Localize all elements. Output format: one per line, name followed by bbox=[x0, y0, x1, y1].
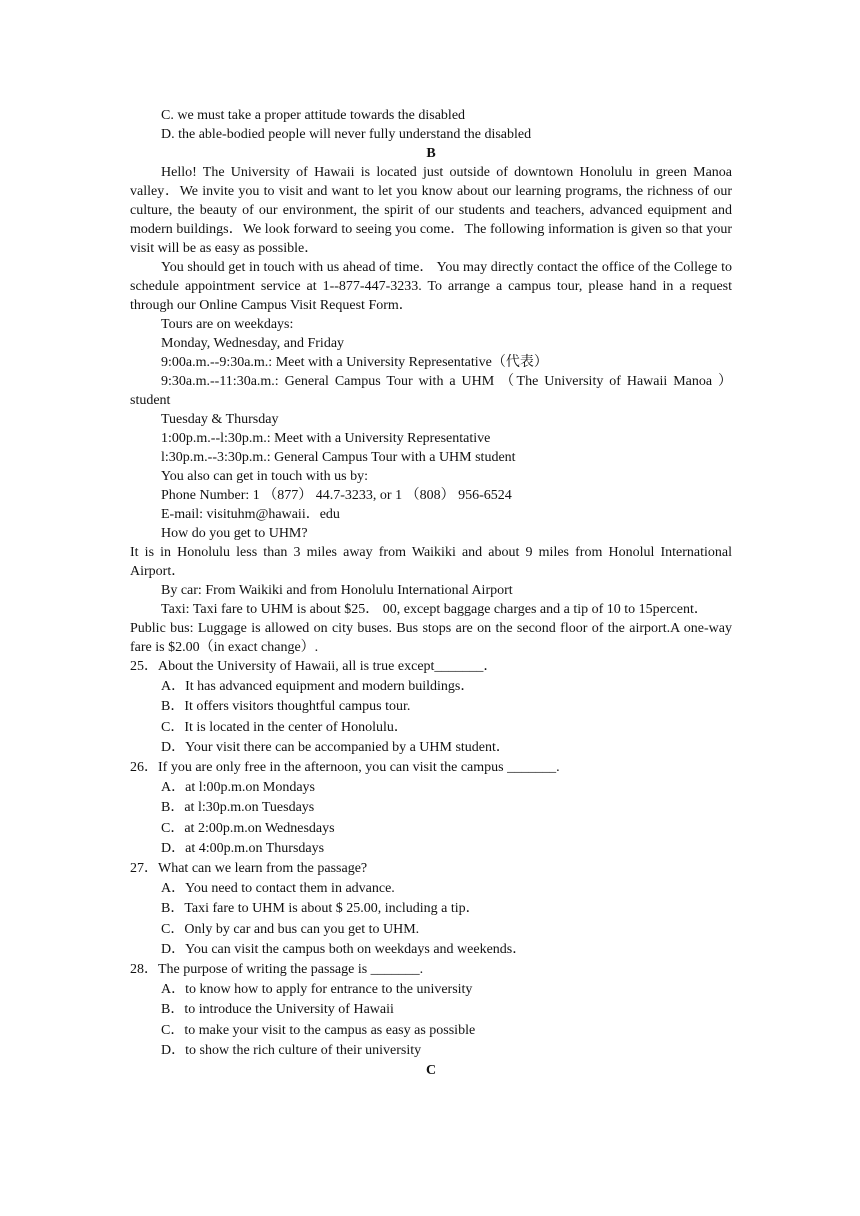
question-stem: 28．The purpose of writing the passage is _______. bbox=[130, 962, 424, 978]
schedule-mwf-label: Monday, Wednesday, and Friday bbox=[161, 336, 345, 351]
question-27 bbox=[130, 859, 732, 960]
directions-by-car: By car: From Waikiki and from Honolulu International Airport bbox=[161, 583, 513, 598]
answer-option: D．to show the rich culture of their university bbox=[161, 1042, 422, 1058]
answer-option: A．at l:00p.m.on Mondays bbox=[161, 780, 315, 796]
question-26 bbox=[130, 758, 732, 859]
schedule-mwf-item-2: 9:30a.m.--11:30a.m.: General Campus Tour with a UHM （The University of Hawaii Manoa ） student bbox=[130, 374, 732, 408]
schedule-tt-item-1: 1:00p.m.--l:30p.m.: Meet with a University Representative bbox=[161, 431, 491, 446]
answer-option: C．Only by car and bus can you get to UHM. bbox=[161, 921, 420, 937]
answer-option: D．You can visit the campus both on weekdays and weekends． bbox=[161, 941, 527, 957]
question-stem: 26．If you are only free in the afternoon, you can visit the campus _______. bbox=[130, 760, 560, 776]
prev-option-c: C. we must take a proper attitude towards the disabled bbox=[161, 108, 466, 123]
answer-option: A．You need to contact them in advance. bbox=[161, 881, 395, 897]
tours-intro: Tours are on weekdays: bbox=[161, 317, 294, 332]
schedule-tt-label: Tuesday & Thursday bbox=[161, 412, 279, 427]
answer-option: D．at 4:00p.m.on Thursdays bbox=[161, 840, 325, 856]
directions-question: How do you get to UHM? bbox=[161, 526, 308, 541]
contact-intro: You also can get in touch with us by: bbox=[161, 469, 369, 484]
question-28 bbox=[130, 960, 732, 1061]
directions-bus: Public bus: Luggage is allowed on city buses. Bus stops are on the second floor of the airport.A one-way fare is $2.00（in exact change）. bbox=[130, 621, 732, 655]
passage-paragraph-2: You should get in touch with us ahead of time． You may directly contact the office of the College to schedule appointment service at 1--877-447-3233. To arrange a campus tour, please hand in a request through our Online Campus Visit Request Form． bbox=[130, 260, 732, 313]
answer-option: B．to introduce the University of Hawaii bbox=[161, 1002, 394, 1018]
answer-option: A．to know how to apply for entrance to the university bbox=[161, 982, 473, 998]
answer-option: D．Your visit there can be accompanied by a UHM student． bbox=[161, 739, 510, 755]
answer-option: B．It offers visitors thoughtful campus tour. bbox=[161, 699, 411, 715]
contact-phone: Phone Number: 1 （877） 44.7-3233, or 1 （808） 956-6524 bbox=[161, 488, 512, 503]
answer-option: C．at 2:00p.m.on Wednesdays bbox=[161, 820, 335, 836]
schedule-mwf-item-1: 9:00a.m.--9:30a.m.: Meet with a University Representative（代表） bbox=[161, 355, 548, 370]
contact-email: E-mail: visituhm@hawaii．edu bbox=[161, 507, 340, 522]
question-stem: 25．About the University of Hawaii, all is true except_______． bbox=[130, 659, 498, 674]
answer-option: C．to make your visit to the campus as easy as possible bbox=[161, 1022, 476, 1038]
answer-option: C．It is located in the center of Honolulu． bbox=[161, 719, 408, 735]
schedule-tt-item-2: l:30p.m.--3:30p.m.: General Campus Tour with a UHM student bbox=[161, 450, 516, 465]
section-c-heading: C bbox=[425, 1063, 437, 1079]
section-b-heading: B bbox=[426, 146, 436, 161]
passage-paragraph-1: Hello! The University of Hawaii is located just outside of downtown Honolulu in green Manoa valley．We invite you to visit and want to let you know about our learning programs, the richness of our culture, the beauty of our environment, the spirit of our students and teachers, advanced equipment and modern buildings．We look forward to seeing you come．The following information is given so that your visit will be as easy as possible． bbox=[130, 165, 732, 256]
document-page bbox=[130, 106, 732, 1080]
directions-answer: It is in Honolulu less than 3 miles away from Waikiki and about 9 miles from Honolul International Airport． bbox=[130, 545, 732, 579]
answer-option: B．at l:30p.m.on Tuesdays bbox=[161, 800, 315, 816]
answer-option: A．It has advanced equipment and modern buildings． bbox=[161, 679, 475, 695]
question-stem: 27．What can we learn from the passage? bbox=[130, 861, 368, 877]
question-25 bbox=[130, 657, 732, 758]
directions-taxi: Taxi: Taxi fare to UHM is about $25． 00, except baggage charges and a tip of 10 to 15percent． bbox=[161, 602, 708, 617]
answer-option: B．Taxi fare to UHM is about $ 25.00, including a tip． bbox=[161, 901, 480, 917]
prev-option-d: D. the able-bodied people will never fully understand the disabled bbox=[161, 127, 532, 142]
